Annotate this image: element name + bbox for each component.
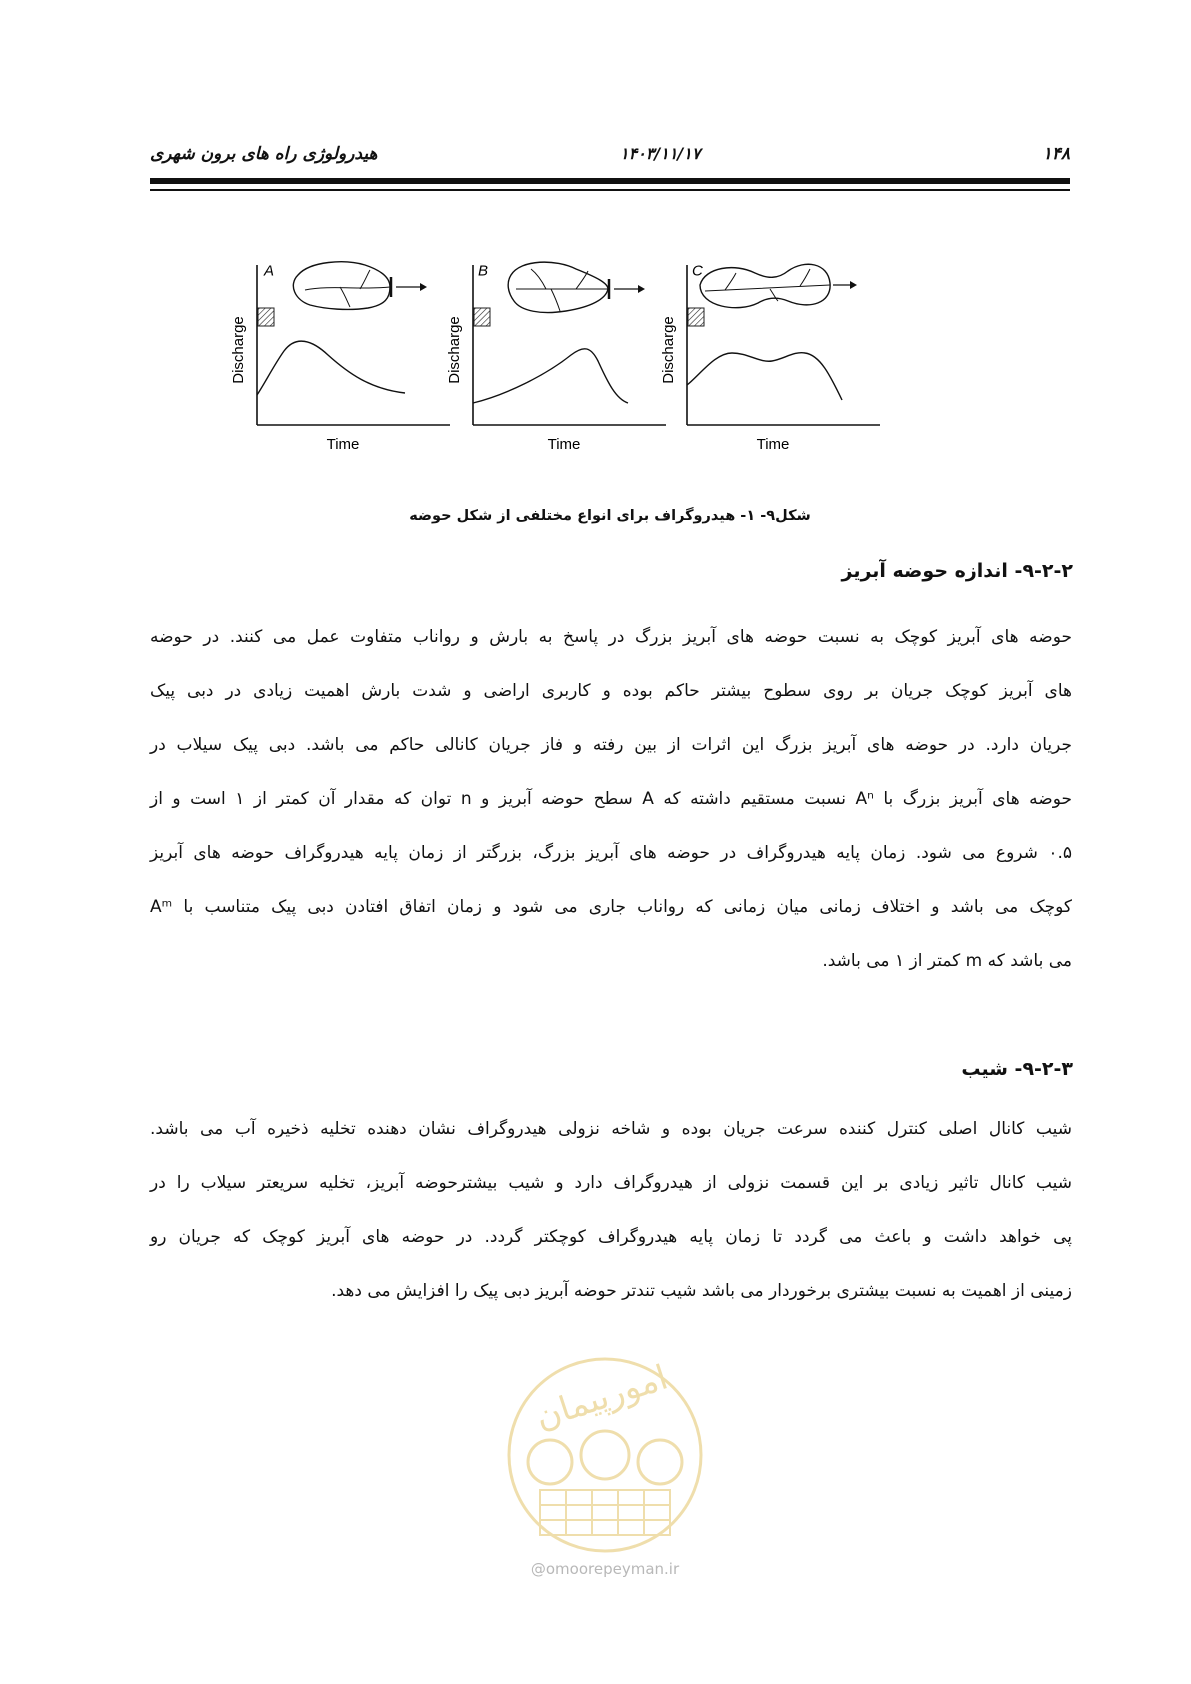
- paragraph-line: های آبریز کوچک جریان بر روی سطوح بیشتر حاکم بوده و کاربری اراضی و شدت بارش اهمیت زیادی در دبی پیک: [150, 681, 1072, 701]
- y-axis-label: Discharge: [230, 316, 247, 384]
- panel-letter: A: [264, 262, 275, 280]
- section-heading-slope: ۹-۲-۳- شیب: [961, 1058, 1073, 1080]
- paragraph-line: حوضه های آبریز کوچک به نسبت حوضه های آبریز بزرگ در پاسخ به بارش و رواناب متفاوت عمل می کنند. در حوضه: [150, 627, 1072, 647]
- hydrograph-curve: [687, 353, 842, 400]
- watermark-site: @omoorepeyman.ir: [530, 1560, 680, 1578]
- page-header: [150, 140, 1070, 176]
- y-axis-label: Discharge: [446, 316, 463, 384]
- x-axis-label: Time: [547, 435, 581, 453]
- paragraph-line: شیب کانال تاثیر زیادی بر این قسمت نزولی از هیدروگراف دارد و شیب بیشترحوضه آبریز، تخلیه سریعتر سیلاب را در: [150, 1173, 1072, 1193]
- paragraph-line: زمینی از اهمیت به نسبت بیشتری برخوردار می باشد شیب تندتر حوضه آبریز دبی پیک را افزایش می دهد.: [331, 1281, 1072, 1301]
- figure-caption: شکل۹- ۱- هیدروگراف برای انواع مختلفی از شکل حوضه: [409, 508, 811, 524]
- gear-icon: [581, 1431, 629, 1479]
- gear-icon: [638, 1440, 682, 1484]
- x-axis-label: Time: [326, 435, 360, 453]
- rainfall-block: [474, 308, 490, 326]
- paragraph-line: کوچک می باشد و اختلاف زمانی میان زمانی که رواناب جاری می شود و زمان اتفاق افتادن دبی پیک متناسب با Aᵐ: [150, 897, 1072, 917]
- paragraph-line: حوضه های آبریز بزرگ با Aⁿ نسبت مستقیم داشته که A سطح حوضه آبریز و n توان که مقدار آن کمتر از ۱ است و از: [150, 789, 1073, 809]
- panel-letter: B: [478, 262, 489, 280]
- panel-a: [230, 262, 450, 453]
- hydrograph-figure: [230, 262, 920, 485]
- paragraph-basin-size: [150, 610, 1072, 988]
- page-number: ۱۴۸: [1042, 144, 1070, 164]
- paragraph-slope: [150, 1102, 1072, 1318]
- stream-network: [705, 269, 830, 301]
- rainfall-block: [688, 308, 704, 326]
- y-axis-label: Discharge: [660, 316, 677, 384]
- logo-text: امورپیمان: [530, 1357, 673, 1438]
- arrow-head: [850, 281, 857, 289]
- stream-network: [305, 270, 390, 307]
- arrow-head: [638, 285, 645, 293]
- stream-network: [516, 269, 608, 311]
- hydrograph-curve: [473, 349, 628, 403]
- header-rule-thick: [150, 178, 1070, 184]
- grid-icon: [540, 1490, 670, 1535]
- paragraph-line: می باشد که m کمتر از ۱ می باشد.: [822, 951, 1072, 971]
- x-axis-label: Time: [756, 435, 790, 453]
- paragraph-line: جریان دارد. در حوضه های آبریز بزرگ این اثرات از بین رفته و فاز جریان کانالی حاکم می باشد. دبی پیک سیلاب در: [150, 735, 1072, 755]
- header-date: ۱۴۰۳/۱۱/۱۷: [620, 144, 701, 163]
- basin-outline: [293, 262, 390, 310]
- header-title: هیدرولوژی راه های برون شهری: [150, 144, 378, 164]
- section-heading-basin-size: ۹-۲-۲- اندازه حوضه آبریز: [841, 560, 1073, 582]
- hydrograph-curve: [257, 341, 405, 395]
- panel-c: [660, 262, 880, 453]
- gear-icon: [528, 1440, 572, 1484]
- panel-b: [446, 262, 666, 453]
- panel-letter: C: [692, 262, 703, 280]
- paragraph-line: شیب کانال اصلی کنترل کننده سرعت جریان بوده و شاخه نزولی هیدروگراف نشان دهنده تخلیه ذخیره آب می باشد.: [150, 1119, 1072, 1139]
- paragraph-line: ۰.۵ شروع می شود. زمان پایه هیدروگراف در حوضه های آبریز بزرگ، بزرگتر از زمان پایه هیدروگراف حوضه های آبریز: [150, 843, 1072, 863]
- arrow-head: [420, 283, 427, 291]
- paragraph-line: پی خواهد داشت و باعث می گردد تا زمان پایه هیدروگراف کوچکتر گردد. در حوضه های آبریز کوچک که جریان رو: [150, 1227, 1072, 1247]
- header-rule-thin: [150, 189, 1070, 191]
- watermark-logo: [490, 1350, 720, 1560]
- rainfall-block: [258, 308, 274, 326]
